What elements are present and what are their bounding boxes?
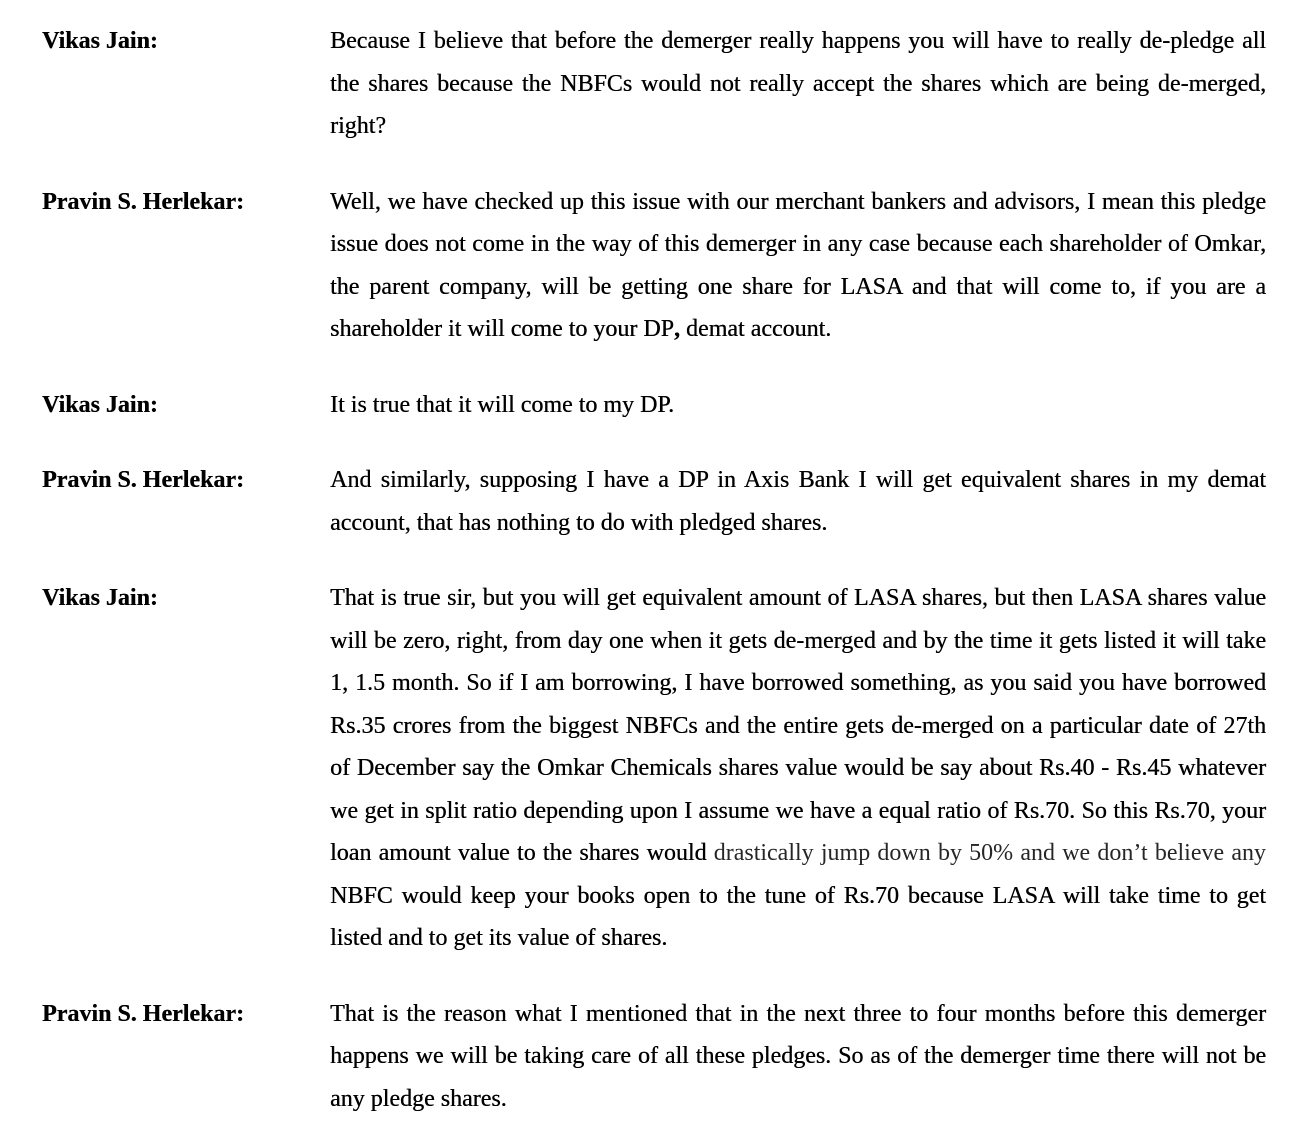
- dialogue-segment: That is the reason what I mentioned that in the next three to four months before this demerger happens we will be taking care of all these pledges. So as of the demerger time there will not be any pledge shares.: [330, 1000, 1266, 1112]
- dialogue-segment: demat account.: [679, 316, 832, 342]
- dialogue-text: [330, 20, 1266, 148]
- transcript-block: [42, 577, 1266, 960]
- dialogue-segment: That is true sir, but you will get equivalent amount of LASA shares, but then LASA shares value will be zero, right, from day one when it gets de-merged and by the time it gets listed it will take 1, 1.5 month. So if I am borrowing, I have borrowed something, as you said you have borrowed Rs.35 crores from the biggest NBFCs and the entire gets de-merged on a particular date of 27th of December say the Omkar Chemicals shares value would be say about Rs.40 - Rs.45 whatever we get in split ratio depending upon I assume we have a equal ratio of Rs.70. So this Rs.70, your loan amount value to the shares would: [330, 585, 1266, 866]
- dialogue-segment: Well, we have checked up this issue with our merchant bankers and advisors, I mean this pledge issue does not come in the way of this demerger in any case because each shareholder of Omkar, the parent company, will be getting one share for LASA and that will come to, if you are a shareholder it will come to your DP: [330, 188, 1266, 342]
- dialogue-text: [330, 993, 1266, 1121]
- dialogue-text: [330, 577, 1266, 960]
- dialogue-segment: drastically jump down by 50% and we don’t believe any: [713, 840, 1266, 866]
- speaker-name: Vikas Jain:: [42, 585, 158, 611]
- transcript-block: [42, 459, 1266, 544]
- speaker-name: Pravin S. Herlekar:: [42, 467, 244, 493]
- dialogue-text: [330, 459, 1266, 544]
- speaker-name: Vikas Jain:: [42, 28, 158, 54]
- transcript-block: [42, 993, 1266, 1121]
- dialogue-segment: ,: [673, 316, 680, 342]
- speaker-name: Vikas Jain:: [42, 391, 158, 418]
- transcript-block: [42, 181, 1266, 351]
- dialogue-segment: And similarly, supposing I have a DP in Axis Bank I will get equivalent shares in my demat account, that has nothing to do with pledged shares.: [330, 467, 1266, 536]
- dialogue-segment: It is true that it will come to my DP.: [330, 391, 674, 418]
- dialogue-segment: Because I believe that before the demerger really happens you will have to really de-pledge all the shares because the NBFCs would not really accept the shares which are being de-merged, right?: [330, 28, 1266, 139]
- speaker-name: Pravin S. Herlekar:: [42, 188, 244, 215]
- speaker-name: Pravin S. Herlekar:: [42, 1000, 244, 1027]
- transcript-block: [42, 384, 1266, 427]
- dialogue-text: [330, 181, 1266, 351]
- dialogue-segment: NBFC would keep your books open to the tune of Rs.70 because LASA will take time to get listed and to get its value of shares.: [330, 882, 1266, 951]
- transcript-block: [42, 20, 1266, 148]
- transcript-blocks: [42, 20, 1266, 1120]
- dialogue-text: [330, 384, 1266, 427]
